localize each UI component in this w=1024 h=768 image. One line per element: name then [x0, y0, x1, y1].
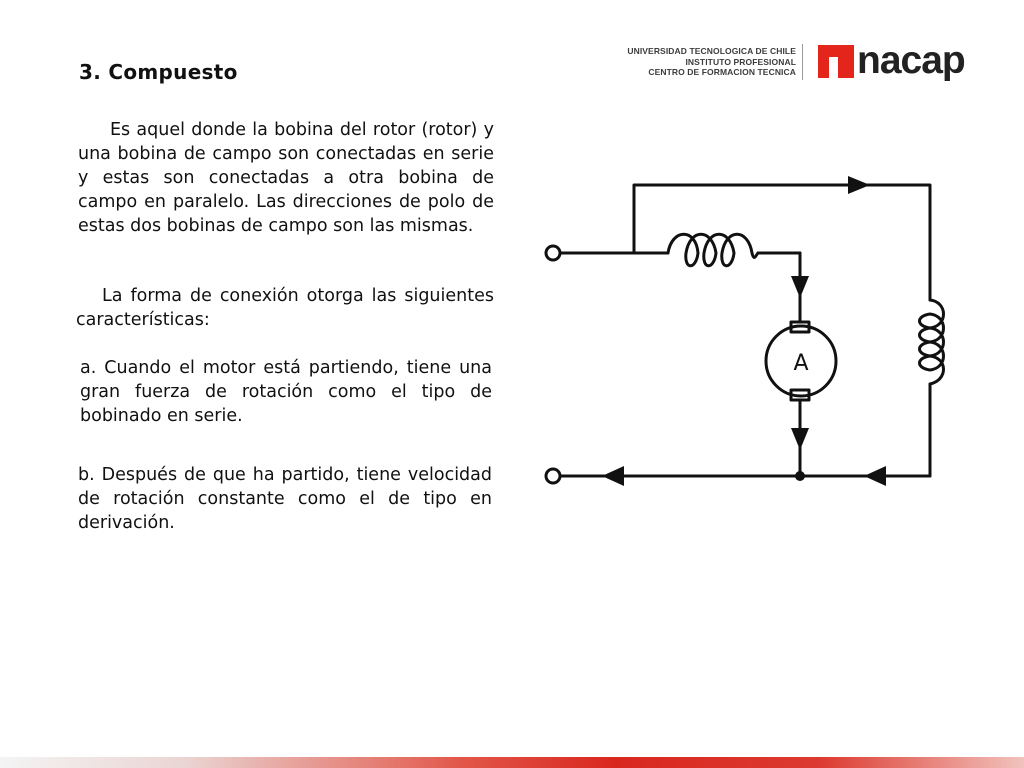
slide-title: 3. Compuesto	[79, 60, 238, 84]
institution-line: UNIVERSIDAD TECNOLOGICA DE CHILE	[627, 46, 796, 56]
paragraph-definition: Es aquel donde la bobina del rotor (rotor) y una bobina de campo son conectadas en serie y estas son conectadas a otra bobina de campo en paralelo. Las direcciones de polo de estas dos bobinas de campo son las mismas.	[78, 120, 494, 236]
inacap-wordmark: nacap	[857, 39, 965, 82]
terminal-top	[546, 246, 560, 260]
arrow-bottom-left-icon	[602, 466, 624, 486]
institution-line: INSTITUTO PROFESIONAL	[685, 56, 796, 67]
footer-accent-bar	[0, 757, 1024, 768]
paragraph-characteristics-intro: La forma de conexión otorga las siguientes características:	[76, 286, 494, 330]
institution-line: CENTRO DE FORMACION TECNICA	[648, 67, 796, 77]
junction-dot	[795, 471, 805, 481]
terminal-bottom	[546, 469, 560, 483]
arrow-down-lower-icon	[791, 428, 809, 450]
wire-top-loop	[634, 185, 930, 300]
paragraph-item-b: b. Después de que ha partido, tiene velocidad de rotación constante como el de tipo en derivación.	[78, 465, 492, 533]
arrow-top-right-icon	[848, 176, 870, 194]
motor-label: A	[793, 351, 809, 376]
arrow-bottom-right-icon	[864, 466, 886, 486]
series-field-coil	[668, 234, 758, 266]
paragraph-item-a: a. Cuando el motor está partiendo, tiene una gran fuerza de rotación como el tipo de bobinado en serie.	[80, 358, 492, 426]
arrow-down-upper-icon	[791, 276, 809, 298]
shunt-field-coil	[920, 300, 944, 384]
